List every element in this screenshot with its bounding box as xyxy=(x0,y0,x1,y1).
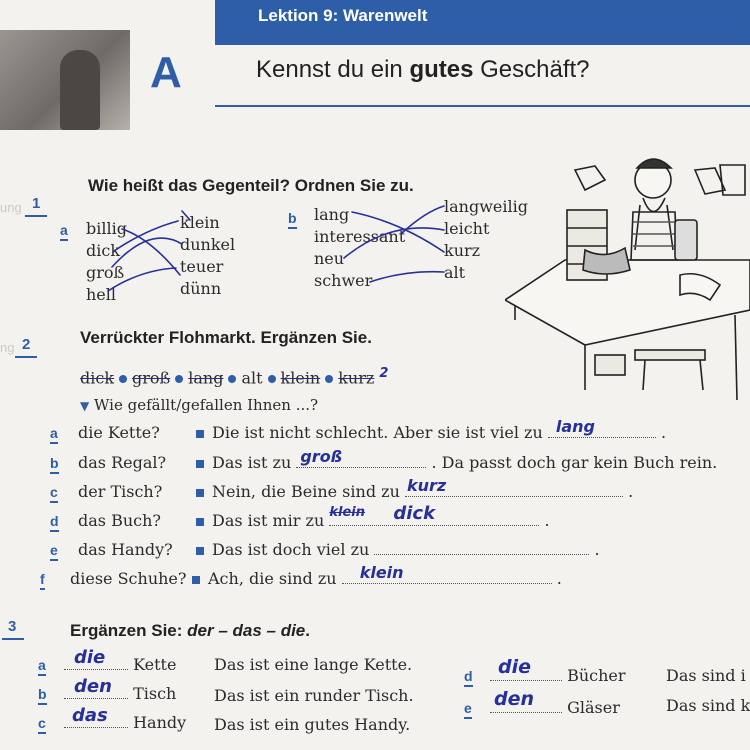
row-sentence xyxy=(196,540,600,559)
row-item: das Handy? xyxy=(78,540,173,559)
word-item: dünn xyxy=(180,279,222,298)
handwritten-answer: klein xyxy=(359,563,404,582)
word-item: neu xyxy=(314,249,345,268)
square-bullet-icon xyxy=(196,547,204,555)
word-item: kurz xyxy=(444,241,481,260)
sentence-end: . Da passt doch gar kein Buch rein. xyxy=(431,453,718,472)
answer-blank[interactable] xyxy=(64,647,128,670)
wordbank-word: alt xyxy=(241,368,263,388)
answer-blank[interactable] xyxy=(296,447,426,468)
sentence-end: . xyxy=(556,569,562,588)
page-title: Kennst du ein gutes Geschäft? xyxy=(256,56,590,83)
handwritten-answer: dick xyxy=(393,503,436,524)
row-sentence: Das sind k xyxy=(666,696,750,715)
word-item: schwer xyxy=(314,271,373,290)
word-item: teuer xyxy=(180,257,224,276)
row-letter: c xyxy=(38,715,46,734)
exercise-1a-left-words xyxy=(86,218,127,306)
exercise-2-title: Verrückter Flohmarkt. Ergänzen Sie. xyxy=(80,328,372,347)
row-article xyxy=(64,705,187,732)
row-article xyxy=(64,647,177,674)
bullet-dot-icon xyxy=(119,375,127,383)
row-letter: b xyxy=(50,455,59,474)
handwritten-answer: lang xyxy=(555,417,595,436)
square-bullet-icon xyxy=(192,576,200,584)
sentence-text: Das ist zu xyxy=(212,453,292,472)
square-bullet-icon xyxy=(196,430,204,438)
exercise-3-row xyxy=(38,684,47,703)
square-bullet-icon xyxy=(196,489,204,497)
exercise-1-title: Wie heißt das Gegenteil? Ordnen Sie zu. xyxy=(88,176,414,195)
exercise-2-number: 2 xyxy=(22,336,31,353)
row-letter: c xyxy=(50,484,58,503)
row-letter: d xyxy=(464,668,473,687)
word-item: klein xyxy=(180,213,220,232)
row-sentence: Das ist ein gutes Handy. xyxy=(214,715,411,734)
word-item: groß xyxy=(86,263,125,282)
sentence-text: Nein, die Beine sind zu xyxy=(212,482,400,501)
answer-blank[interactable] xyxy=(490,688,562,713)
exercise-3-number-underline xyxy=(2,638,24,640)
header-divider xyxy=(215,105,750,107)
bullet-dot-icon xyxy=(268,375,276,383)
handwritten-answer: die xyxy=(498,656,531,678)
exercise-3-title: Ergänzen Sie: der – das – die. xyxy=(70,621,310,640)
answer-blank[interactable] xyxy=(490,656,562,681)
word-item: dick xyxy=(86,241,121,260)
row-letter: a xyxy=(50,425,58,444)
word-item: billig xyxy=(86,219,127,238)
handwritten-answer: kurz xyxy=(406,476,447,495)
sentence-end: . xyxy=(544,511,550,530)
handwritten-answer: groß xyxy=(300,447,343,466)
word-item: lang xyxy=(314,205,350,224)
row-sentence xyxy=(196,447,718,472)
word-item: langweilig xyxy=(444,197,528,216)
lesson-title: Lektion 9: Warenwelt xyxy=(258,6,428,25)
sentence-text: Die ist nicht schlecht. Aber sie ist viel zu xyxy=(212,423,543,442)
sentence-end: . xyxy=(628,482,634,501)
answer-blank[interactable] xyxy=(64,705,128,728)
row-article xyxy=(490,656,626,685)
row-sentence xyxy=(192,563,562,588)
answer-blank[interactable] xyxy=(329,503,539,526)
answer-blank[interactable] xyxy=(342,563,552,584)
exercise-3-row xyxy=(464,666,473,685)
exercise-1b-right-words xyxy=(444,196,528,284)
sentence-text: Das ist mir zu xyxy=(212,511,325,530)
handwritten-mark: 2 xyxy=(379,366,389,381)
answer-blank[interactable] xyxy=(405,476,623,497)
exercise-2-prompt xyxy=(80,396,318,414)
exercise-2-wordbank xyxy=(80,366,388,387)
word-item: dunkel xyxy=(180,235,236,254)
wordbank-word: lang xyxy=(188,368,224,388)
word-item: interessant xyxy=(314,227,406,246)
row-noun: Bücher xyxy=(567,666,626,685)
row-sentence xyxy=(196,417,667,442)
flea-market-illustration xyxy=(505,150,750,410)
header-photo xyxy=(0,30,130,130)
bullet-dot-icon xyxy=(325,375,333,383)
row-letter: a xyxy=(38,657,46,676)
sentence-end: . xyxy=(660,423,667,442)
exercise-1b-letter: b xyxy=(288,210,297,229)
exercise-1b-left-words xyxy=(314,204,405,292)
row-sentence: Das ist eine lange Kette. xyxy=(214,655,413,674)
row-letter: e xyxy=(50,542,58,561)
row-item: das Buch? xyxy=(78,511,161,530)
sentence-text: Das ist doch viel zu xyxy=(212,540,370,559)
wordbank-word: groß xyxy=(132,368,171,388)
wordbank-word: kurz xyxy=(338,368,375,388)
exercise-2-number-underline xyxy=(15,356,37,358)
row-sentence xyxy=(196,503,550,530)
exercise-3-row xyxy=(38,713,46,732)
word-item: leicht xyxy=(444,219,490,238)
word-item: hell xyxy=(86,285,117,304)
wordbank-word: dick xyxy=(80,368,115,388)
handwritten-answer: den xyxy=(74,676,112,697)
sentence-end: . xyxy=(594,540,600,559)
row-item: das Regal? xyxy=(78,453,167,472)
square-bullet-icon xyxy=(196,518,204,526)
sentence-text: Ach, die sind zu xyxy=(208,569,337,588)
row-noun: Gläser xyxy=(567,698,620,717)
prompt-text: Wie gefällt/gefallen Ihnen ...? xyxy=(94,396,319,414)
exercise-2-row xyxy=(50,482,58,501)
handwritten-answer: die xyxy=(74,647,106,668)
exercise-1-number: 1 xyxy=(32,195,41,212)
exercise-1a-right-words xyxy=(180,212,235,300)
margin-fragment: ng xyxy=(0,340,15,355)
row-noun: Kette xyxy=(133,655,177,674)
exercise-2-row xyxy=(50,423,58,442)
exercise-2-row xyxy=(50,511,59,530)
row-letter: d xyxy=(50,513,59,532)
row-sentence: Das sind i xyxy=(666,666,746,685)
exercise-1-number-underline xyxy=(25,215,47,217)
wordbank-word: klein xyxy=(280,368,321,388)
row-noun: Handy xyxy=(133,713,187,732)
margin-fragment: ung xyxy=(0,200,22,215)
handwritten-answer: das xyxy=(72,705,108,726)
answer-blank[interactable] xyxy=(64,676,128,699)
exercise-1a-letter: a xyxy=(60,222,68,241)
row-article xyxy=(490,688,620,717)
row-letter: b xyxy=(38,686,47,705)
bullet-dot-icon xyxy=(228,375,236,383)
handwritten-answer: den xyxy=(494,688,535,710)
row-article xyxy=(64,676,177,703)
exercise-3-row xyxy=(464,698,472,717)
struck-answer: klein xyxy=(329,505,365,520)
bullet-dot-icon xyxy=(175,375,183,383)
exercise-3-number: 3 xyxy=(8,618,17,635)
answer-blank[interactable] xyxy=(548,417,656,438)
square-bullet-icon xyxy=(196,460,204,468)
row-letter: e xyxy=(464,700,472,719)
section-letter: A xyxy=(150,48,182,97)
row-item: diese Schuhe? xyxy=(70,569,187,588)
exercise-3-row xyxy=(38,655,46,674)
row-sentence: Das ist ein runder Tisch. xyxy=(214,686,414,705)
row-sentence xyxy=(196,476,634,501)
word-item: alt xyxy=(444,263,466,282)
triangle-down-icon: ▼ xyxy=(80,399,90,413)
row-letter: f xyxy=(40,571,45,590)
row-item: der Tisch? xyxy=(78,482,163,501)
exercise-2-row xyxy=(50,540,58,559)
answer-blank[interactable] xyxy=(374,540,589,555)
row-noun: Tisch xyxy=(133,684,177,703)
exercise-2-row xyxy=(50,453,59,472)
row-item: die Kette? xyxy=(78,423,160,442)
exercise-2-row xyxy=(40,569,45,588)
